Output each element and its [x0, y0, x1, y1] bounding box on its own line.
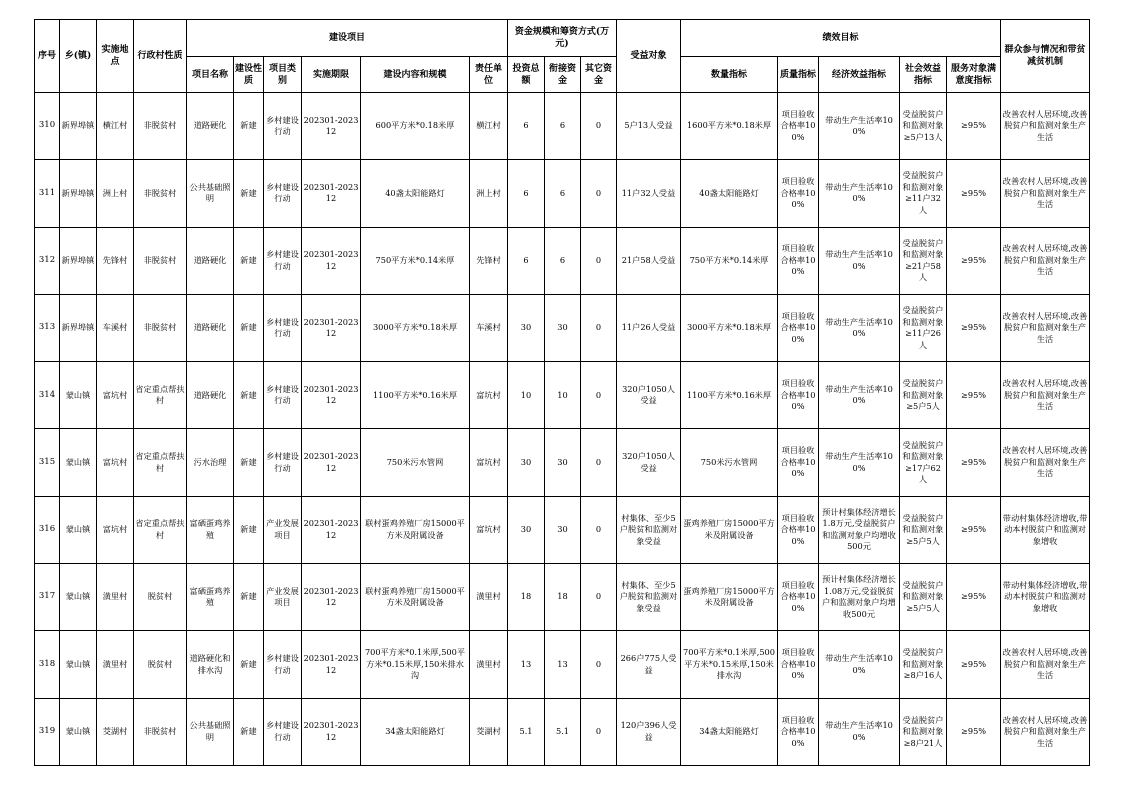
cell-invest-total: 18 — [508, 564, 545, 631]
cell-project-type: 乡村建设行动 — [264, 698, 302, 765]
cell-beneficiary: 村集体、至少5户脱贫和监测对象受益 — [617, 496, 681, 563]
header-township: 乡(镇) — [60, 20, 97, 93]
cell-linked-fund: 30 — [545, 429, 581, 496]
cell-quantity: 700平方米*0.1米厚,500平方米*0.15米厚,150米排水沟 — [681, 631, 778, 698]
cell-responsible: 茭湖村 — [470, 698, 508, 765]
cell-quantity: 蛋鸡养殖厂房15000平方米及附属设备 — [681, 564, 778, 631]
cell-build-nature: 新建 — [234, 160, 264, 227]
table-row — [35, 698, 1090, 765]
cell-location: 车溪村 — [97, 294, 134, 361]
cell-social: 受益脱贫户和监测对象≥21户58人 — [900, 227, 947, 294]
cell-linked-fund: 6 — [545, 93, 581, 160]
cell-village-nature: 非脱贫村 — [134, 93, 187, 160]
cell-township: 蒙山镇 — [60, 564, 97, 631]
cell-project-name: 道路硬化 — [187, 227, 234, 294]
table-row — [35, 160, 1090, 227]
header-seq: 序号 — [35, 20, 60, 93]
cell-responsible: 潢里村 — [470, 564, 508, 631]
cell-other-fund: 0 — [581, 564, 617, 631]
cell-responsible: 富坑村 — [470, 362, 508, 429]
cell-linked-fund: 6 — [545, 227, 581, 294]
cell-economic: 带动生产生活率100% — [819, 429, 900, 496]
cell-period: 202301-202312 — [302, 227, 361, 294]
cell-township: 新界埠镇 — [60, 294, 97, 361]
cell-quality: 项目验收合格率100% — [778, 698, 819, 765]
cell-village-nature: 省定重点帮扶村 — [134, 496, 187, 563]
cell-beneficiary: 11户32人受益 — [617, 160, 681, 227]
cell-village-nature: 省定重点帮扶村 — [134, 362, 187, 429]
cell-quantity: 40盏太阳能路灯 — [681, 160, 778, 227]
cell-other-fund: 0 — [581, 496, 617, 563]
cell-project-type: 乡村建设行动 — [264, 227, 302, 294]
cell-build-nature: 新建 — [234, 429, 264, 496]
cell-quality: 项目验收合格率100% — [778, 429, 819, 496]
cell-township: 蒙山镇 — [60, 429, 97, 496]
cell-invest-total: 5.1 — [508, 698, 545, 765]
cell-invest-total: 30 — [508, 294, 545, 361]
cell-beneficiary: 11户26人受益 — [617, 294, 681, 361]
header-satisfaction: 服务对象满意度指标 — [947, 57, 1001, 93]
cell-location: 富坑村 — [97, 429, 134, 496]
cell-satisfaction: ≥95% — [947, 429, 1001, 496]
cell-responsible: 富坑村 — [470, 429, 508, 496]
cell-township: 蒙山镇 — [60, 631, 97, 698]
cell-content: 联村蛋鸡养殖厂房15000平方米及附属设备 — [361, 496, 470, 563]
cell-content: 750米污水管网 — [361, 429, 470, 496]
cell-economic: 带动生产生活率100% — [819, 294, 900, 361]
cell-linked-fund: 30 — [545, 496, 581, 563]
cell-seq: 317 — [35, 564, 60, 631]
cell-social: 受益脱贫户和监测对象≥11户32人 — [900, 160, 947, 227]
header-perf-group: 绩效目标 — [681, 20, 1001, 57]
cell-project-name: 道路硬化 — [187, 93, 234, 160]
table-row — [35, 227, 1090, 294]
cell-location: 横江村 — [97, 93, 134, 160]
cell-period: 202301-202312 — [302, 160, 361, 227]
cell-linked-fund: 18 — [545, 564, 581, 631]
cell-mechanism: 改善农村人居环境,改善脱贫户和监测对象生产生活 — [1001, 631, 1090, 698]
cell-social: 受益脱贫户和监测对象≥11户26人 — [900, 294, 947, 361]
cell-mechanism: 改善农村人居环境,改善脱贫户和监测对象生产生活 — [1001, 227, 1090, 294]
table-row — [35, 93, 1090, 160]
cell-linked-fund: 5.1 — [545, 698, 581, 765]
cell-project-type: 产业发展项目 — [264, 496, 302, 563]
cell-invest-total: 30 — [508, 496, 545, 563]
cell-seq: 314 — [35, 362, 60, 429]
cell-project-type: 产业发展项目 — [264, 564, 302, 631]
cell-quality: 项目验收合格率100% — [778, 160, 819, 227]
cell-project-name: 道路硬化 — [187, 362, 234, 429]
cell-quality: 项目验收合格率100% — [778, 631, 819, 698]
cell-project-name: 公共基础照明 — [187, 698, 234, 765]
cell-location: 先锋村 — [97, 227, 134, 294]
cell-build-nature: 新建 — [234, 564, 264, 631]
table-row — [35, 564, 1090, 631]
cell-content: 40盏太阳能路灯 — [361, 160, 470, 227]
cell-satisfaction: ≥95% — [947, 294, 1001, 361]
cell-quality: 项目验收合格率100% — [778, 496, 819, 563]
cell-period: 202301-202312 — [302, 429, 361, 496]
cell-build-nature: 新建 — [234, 294, 264, 361]
cell-location: 富坑村 — [97, 496, 134, 563]
cell-project-name: 道路硬化 — [187, 294, 234, 361]
header-beneficiary: 受益对象 — [617, 20, 681, 93]
cell-mechanism: 改善农村人居环境,改善脱贫户和监测对象生产生活 — [1001, 429, 1090, 496]
cell-seq: 313 — [35, 294, 60, 361]
header-economic: 经济效益指标 — [819, 57, 900, 93]
cell-location: 富坑村 — [97, 362, 134, 429]
cell-period: 202301-202312 — [302, 631, 361, 698]
cell-township: 蒙山镇 — [60, 362, 97, 429]
cell-project-type: 乡村建设行动 — [264, 294, 302, 361]
cell-project-type: 乡村建设行动 — [264, 631, 302, 698]
cell-village-nature: 非脱贫村 — [134, 227, 187, 294]
cell-beneficiary: 5户13人受益 — [617, 93, 681, 160]
cell-period: 202301-202312 — [302, 496, 361, 563]
header-invest-total: 投资总额 — [508, 57, 545, 93]
cell-satisfaction: ≥95% — [947, 362, 1001, 429]
cell-mechanism: 改善农村人居环境,改善脱贫户和监测对象生产生活 — [1001, 362, 1090, 429]
cell-content: 700平方米*0.1米厚,500平方米*0.15米厚,150米排水沟 — [361, 631, 470, 698]
cell-location: 洲上村 — [97, 160, 134, 227]
cell-village-nature: 脱贫村 — [134, 564, 187, 631]
cell-village-nature: 脱贫村 — [134, 631, 187, 698]
cell-linked-fund: 10 — [545, 362, 581, 429]
cell-other-fund: 0 — [581, 294, 617, 361]
cell-quality: 项目验收合格率100% — [778, 227, 819, 294]
cell-location: 潢里村 — [97, 564, 134, 631]
cell-township: 新界埠镇 — [60, 227, 97, 294]
cell-project-name: 污水治理 — [187, 429, 234, 496]
cell-quality: 项目验收合格率100% — [778, 93, 819, 160]
cell-mechanism: 带动村集体经济增收,带动本村脱贫户和监测对象增收 — [1001, 496, 1090, 563]
cell-responsible: 先锋村 — [470, 227, 508, 294]
cell-quantity: 750米污水管网 — [681, 429, 778, 496]
header-period: 实施期限 — [302, 57, 361, 93]
cell-linked-fund: 6 — [545, 160, 581, 227]
table-row — [35, 294, 1090, 361]
cell-social: 受益脱贫户和监测对象≥8户16人 — [900, 631, 947, 698]
project-table — [34, 19, 1090, 766]
cell-mechanism: 带动村集体经济增收,带动本村脱贫户和监测对象增收 — [1001, 564, 1090, 631]
cell-village-nature: 非脱贫村 — [134, 160, 187, 227]
cell-economic: 带动生产生活率100% — [819, 93, 900, 160]
cell-quantity: 750平方米*0.14米厚 — [681, 227, 778, 294]
cell-responsible: 横江村 — [470, 93, 508, 160]
cell-period: 202301-202312 — [302, 93, 361, 160]
cell-social: 受益脱贫户和监测对象≥8户21人 — [900, 698, 947, 765]
header-quantity: 数量指标 — [681, 57, 778, 93]
table-row — [35, 631, 1090, 698]
header-responsible: 责任单位 — [470, 57, 508, 93]
cell-build-nature: 新建 — [234, 227, 264, 294]
header-location: 实施地点 — [97, 20, 134, 93]
cell-quantity: 1100平方米*0.16米厚 — [681, 362, 778, 429]
cell-economic: 带动生产生活率100% — [819, 362, 900, 429]
cell-satisfaction: ≥95% — [947, 631, 1001, 698]
cell-beneficiary: 320户1050人受益 — [617, 429, 681, 496]
header-mechanism: 群众参与情况和带贫减贫机制 — [1001, 20, 1090, 93]
cell-satisfaction: ≥95% — [947, 93, 1001, 160]
cell-invest-total: 6 — [508, 160, 545, 227]
cell-build-nature: 新建 — [234, 93, 264, 160]
cell-mechanism: 改善农村人居环境,改善脱贫户和监测对象生产生活 — [1001, 93, 1090, 160]
cell-village-nature: 非脱贫村 — [134, 294, 187, 361]
cell-satisfaction: ≥95% — [947, 496, 1001, 563]
cell-period: 202301-202312 — [302, 564, 361, 631]
cell-economic: 预计村集体经济增长1.8万元,受益脱贫户和监测对象户均增收500元 — [819, 496, 900, 563]
cell-invest-total: 6 — [508, 93, 545, 160]
cell-quantity: 34盏太阳能路灯 — [681, 698, 778, 765]
cell-beneficiary: 21户58人受益 — [617, 227, 681, 294]
cell-social: 受益脱贫户和监测对象≥5户5人 — [900, 362, 947, 429]
cell-linked-fund: 13 — [545, 631, 581, 698]
header-content: 建设内容和规模 — [361, 57, 470, 93]
cell-beneficiary: 村集体、至少5户脱贫和监测对象受益 — [617, 564, 681, 631]
cell-social: 受益脱贫户和监测对象≥5户13人 — [900, 93, 947, 160]
cell-beneficiary: 120户396人受益 — [617, 698, 681, 765]
header-other-fund: 其它资金 — [581, 57, 617, 93]
header-village-nature: 行政村性质 — [134, 20, 187, 93]
cell-responsible: 潢里村 — [470, 631, 508, 698]
header-fund-group: 资金规模和筹资方式(万元) — [508, 20, 617, 57]
cell-beneficiary: 266户775人受益 — [617, 631, 681, 698]
cell-quantity: 蛋鸡养殖厂房15000平方米及附属设备 — [681, 496, 778, 563]
cell-content: 1100平方米*0.16米厚 — [361, 362, 470, 429]
cell-social: 受益脱贫户和监测对象≥17户62人 — [900, 429, 947, 496]
cell-project-type: 乡村建设行动 — [264, 160, 302, 227]
cell-quantity: 1600平方米*0.18米厚 — [681, 93, 778, 160]
cell-content: 34盏太阳能路灯 — [361, 698, 470, 765]
header-linked-fund: 衔接资金 — [545, 57, 581, 93]
header-social: 社会效益指标 — [900, 57, 947, 93]
cell-other-fund: 0 — [581, 362, 617, 429]
cell-seq: 310 — [35, 93, 60, 160]
cell-mechanism: 改善农村人居环境,改善脱贫户和监测对象生产生活 — [1001, 160, 1090, 227]
cell-project-type: 乡村建设行动 — [264, 362, 302, 429]
cell-economic: 带动生产生活率100% — [819, 698, 900, 765]
cell-other-fund: 0 — [581, 160, 617, 227]
cell-build-nature: 新建 — [234, 631, 264, 698]
cell-invest-total: 13 — [508, 631, 545, 698]
cell-social: 受益脱贫户和监测对象≥5户5人 — [900, 564, 947, 631]
cell-satisfaction: ≥95% — [947, 698, 1001, 765]
cell-mechanism: 改善农村人居环境,改善脱贫户和监测对象生产生活 — [1001, 294, 1090, 361]
cell-mechanism: 改善农村人居环境,改善脱贫户和监测对象生产生活 — [1001, 698, 1090, 765]
cell-satisfaction: ≥95% — [947, 564, 1001, 631]
cell-project-name: 富硒蛋鸡养殖 — [187, 496, 234, 563]
cell-responsible: 富坑村 — [470, 496, 508, 563]
cell-township: 新界埠镇 — [60, 93, 97, 160]
header-row-sub — [35, 57, 1090, 93]
cell-other-fund: 0 — [581, 227, 617, 294]
cell-other-fund: 0 — [581, 93, 617, 160]
cell-content: 联村蛋鸡养殖厂房15000平方米及附属设备 — [361, 564, 470, 631]
cell-economic: 预计村集体经济增长1.08万元,受益脱贫户和监测对象户均增收500元 — [819, 564, 900, 631]
cell-satisfaction: ≥95% — [947, 160, 1001, 227]
cell-content: 750平方米*0.14米厚 — [361, 227, 470, 294]
cell-location: 潢里村 — [97, 631, 134, 698]
header-project-type: 项目类别 — [264, 57, 302, 93]
cell-location: 茭湖村 — [97, 698, 134, 765]
table-row — [35, 429, 1090, 496]
cell-build-nature: 新建 — [234, 496, 264, 563]
cell-seq: 315 — [35, 429, 60, 496]
cell-economic: 带动生产生活率100% — [819, 160, 900, 227]
cell-invest-total: 30 — [508, 429, 545, 496]
header-project-group: 建设项目 — [187, 20, 508, 57]
cell-quality: 项目验收合格率100% — [778, 564, 819, 631]
cell-responsible: 车溪村 — [470, 294, 508, 361]
cell-other-fund: 0 — [581, 698, 617, 765]
cell-quantity: 3000平方米*0.18米厚 — [681, 294, 778, 361]
cell-build-nature: 新建 — [234, 698, 264, 765]
cell-project-type: 乡村建设行动 — [264, 93, 302, 160]
cell-project-name: 道路硬化和排水沟 — [187, 631, 234, 698]
cell-period: 202301-202312 — [302, 362, 361, 429]
cell-project-type: 乡村建设行动 — [264, 429, 302, 496]
cell-beneficiary: 320户1050人受益 — [617, 362, 681, 429]
cell-seq: 319 — [35, 698, 60, 765]
cell-social: 受益脱贫户和监测对象≥5户5人 — [900, 496, 947, 563]
cell-invest-total: 10 — [508, 362, 545, 429]
cell-seq: 316 — [35, 496, 60, 563]
cell-seq: 318 — [35, 631, 60, 698]
cell-invest-total: 6 — [508, 227, 545, 294]
cell-linked-fund: 30 — [545, 294, 581, 361]
cell-village-nature: 省定重点帮扶村 — [134, 429, 187, 496]
cell-seq: 311 — [35, 160, 60, 227]
cell-other-fund: 0 — [581, 429, 617, 496]
cell-township: 蒙山镇 — [60, 698, 97, 765]
cell-seq: 312 — [35, 227, 60, 294]
header-quality: 质量指标 — [778, 57, 819, 93]
cell-township: 蒙山镇 — [60, 496, 97, 563]
table-row — [35, 496, 1090, 563]
cell-period: 202301-202312 — [302, 698, 361, 765]
header-project-name: 项目名称 — [187, 57, 234, 93]
cell-content: 3000平方米*0.18米厚 — [361, 294, 470, 361]
cell-village-nature: 非脱贫村 — [134, 698, 187, 765]
table-row — [35, 362, 1090, 429]
cell-quality: 项目验收合格率100% — [778, 294, 819, 361]
cell-project-name: 富硒蛋鸡养殖 — [187, 564, 234, 631]
cell-responsible: 洲上村 — [470, 160, 508, 227]
cell-economic: 带动生产生活率100% — [819, 227, 900, 294]
cell-quality: 项目验收合格率100% — [778, 362, 819, 429]
cell-content: 600平方米*0.18米厚 — [361, 93, 470, 160]
header-build-nature: 建设性质 — [234, 57, 264, 93]
cell-satisfaction: ≥95% — [947, 227, 1001, 294]
cell-period: 202301-202312 — [302, 294, 361, 361]
cell-township: 新界埠镇 — [60, 160, 97, 227]
cell-economic: 带动生产生活率100% — [819, 631, 900, 698]
cell-project-name: 公共基础照明 — [187, 160, 234, 227]
cell-other-fund: 0 — [581, 631, 617, 698]
header-row-top — [35, 20, 1090, 57]
cell-build-nature: 新建 — [234, 362, 264, 429]
